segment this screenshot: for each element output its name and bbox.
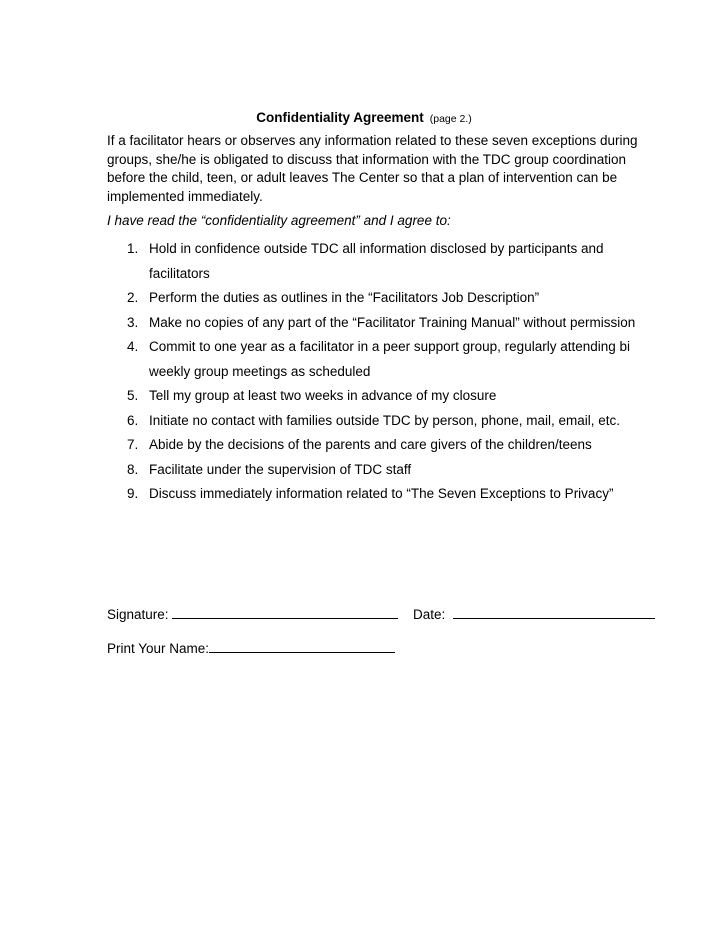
signature-line[interactable] — [172, 606, 398, 619]
list-item — [107, 237, 659, 286]
print-name-row — [107, 640, 395, 656]
list-item — [107, 286, 659, 311]
list-item-number: 5. — [127, 388, 139, 403]
list-item-text: Commit to one year as a facilitator in a peer support group, regularly attending bi weekly group meetings as scheduled — [149, 339, 631, 379]
list-item-number: 2. — [127, 290, 139, 305]
list-item-number: 7. — [127, 437, 139, 452]
list-item-text: Initiate no contact with families outside TDC by person, phone, mail, email, etc. — [149, 412, 620, 428]
date-label: Date: — [413, 607, 446, 622]
intro-paragraph: If a facilitator hears or observes any information related to these seven exceptions during groups, she/he is obligated to discuss that information with the TDC group coordination before the child, teen, or adult leaves The Center so that a plan of intervention can be implemented immediately. — [107, 133, 638, 204]
list-item-text: Abide by the decisions of the parents and care givers of the children/teens — [149, 437, 592, 452]
list-item — [107, 335, 659, 384]
list-item-number: 4. — [127, 339, 139, 354]
page-title — [0, 110, 728, 125]
list-item-number: 3. — [127, 314, 139, 330]
list-item-number: 9. — [127, 486, 139, 501]
signature-label: Signature: — [107, 607, 169, 622]
list-item — [107, 433, 659, 458]
list-item-text: Hold in confidence outside TDC all information disclosed by participants and facilitators — [149, 241, 604, 281]
list-item — [107, 311, 659, 336]
page-number-note: (page 2.) — [429, 113, 472, 125]
signature-row — [107, 606, 667, 622]
date-field-group — [413, 606, 655, 622]
list-item — [107, 458, 659, 483]
list-item-number: 1. — [127, 241, 139, 256]
list-item — [107, 482, 659, 507]
list-item-text: Discuss immediately information related to “The Seven Exceptions to Privacy” — [149, 486, 614, 501]
list-item-text: Make no copies of any part of the “Facilitator Training Manual” without permission — [149, 314, 636, 330]
print-name-line[interactable] — [209, 640, 395, 653]
list-item-text: Facilitate under the supervision of TDC staff — [149, 461, 412, 477]
agreement-list — [107, 237, 659, 507]
list-item — [107, 409, 659, 434]
title-text: Confidentiality Agreement — [256, 110, 424, 125]
list-item-number: 6. — [127, 412, 139, 428]
date-line[interactable] — [453, 606, 655, 619]
list-item-text: Tell my group at least two weeks in advance of my closure — [149, 388, 497, 403]
list-item — [107, 384, 659, 409]
list-item-number: 8. — [127, 461, 139, 477]
agreement-heading: I have read the “confidentiality agreement” and I agree to: — [107, 213, 451, 228]
list-item-text: Perform the duties as outlines in the “Facilitators Job Description” — [149, 290, 540, 305]
print-name-label: Print Your Name: — [107, 641, 210, 656]
